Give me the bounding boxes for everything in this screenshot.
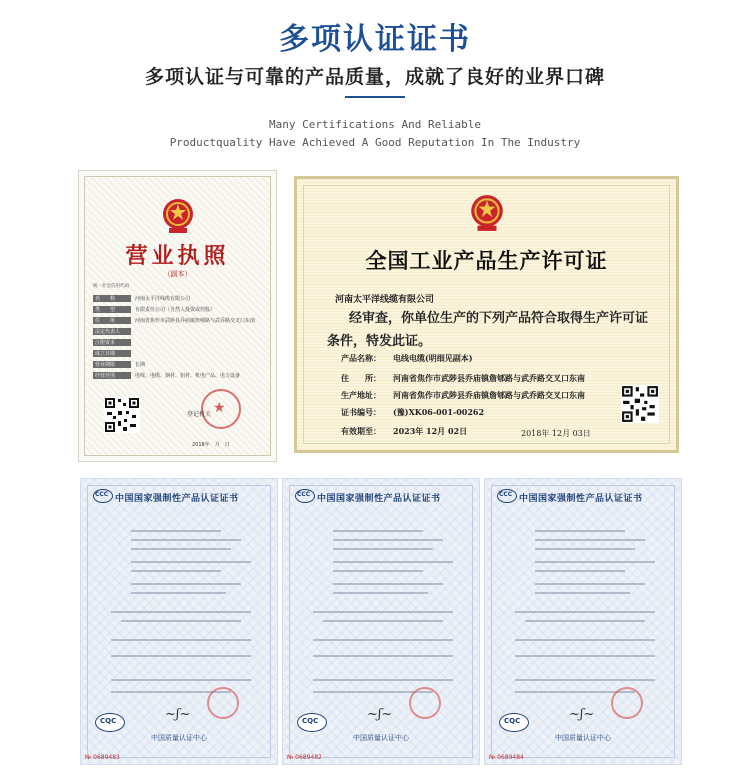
- permit-row: 生产地址： 河南省焦作市武陟县乔庙镇詹郇路与武乔路交叉口东南: [341, 390, 585, 400]
- issuer-name: 中国质量认证中心: [151, 734, 207, 742]
- text-line: [131, 530, 221, 532]
- title-divider: [345, 96, 405, 98]
- red-seal-stamp-icon: [207, 687, 239, 719]
- permit-title: 全国工业产品生产许可证: [365, 249, 608, 273]
- text-line: [525, 620, 645, 622]
- license-title: 营业执照: [125, 244, 230, 269]
- ccc-logo-icon: CCC: [93, 489, 113, 503]
- text-line: [313, 655, 453, 657]
- ccc-logo-icon: CCC: [497, 489, 517, 503]
- ccc-certificate-3: [484, 478, 682, 765]
- issuer-name: 中国质量认证中心: [353, 734, 409, 742]
- text-line: [333, 583, 443, 585]
- text-line: [535, 561, 655, 563]
- text-line: [313, 679, 453, 681]
- license-row: 类 型 有限责任公司（自然人投资或控股）: [95, 307, 216, 313]
- license-copy-label: （副本）: [163, 270, 192, 278]
- certificate-serial: № 0689483: [85, 754, 120, 761]
- red-seal-stamp-icon: [611, 687, 643, 719]
- red-seal-stamp-icon: [409, 687, 441, 719]
- license-credit-code: 统一社会信用代码: [93, 284, 129, 289]
- text-line: [111, 639, 251, 641]
- text-line: [323, 620, 443, 622]
- page-subtitle: 多项认证与可靠的产品质量，成就了良好的业界口碑: [144, 66, 605, 88]
- text-line: [333, 561, 453, 563]
- ccc-certificate-2: [282, 478, 480, 765]
- certificate-title: 中国国家强制性产品认证证书: [519, 494, 643, 504]
- issuer-name: 中国质量认证中心: [555, 734, 611, 742]
- license-authority: 登记机关: [187, 411, 212, 418]
- text-line: [131, 561, 251, 563]
- text-line: [515, 655, 655, 657]
- text-line: [535, 548, 635, 550]
- page-title: 多项认证证书: [279, 22, 471, 57]
- ccc-logo-icon: CCC: [295, 489, 315, 503]
- text-line: [131, 570, 221, 572]
- permit-row: 产品名称： 电线电缆(明细见副本): [341, 353, 473, 363]
- text-line: [131, 548, 231, 550]
- license-row: 成立日期: [93, 350, 265, 359]
- text-line: [515, 639, 655, 641]
- text-line: [333, 570, 423, 572]
- license-row: 法定代表人: [93, 328, 265, 337]
- permit-statement-2: 条件，特发此证。: [327, 334, 432, 349]
- permit-statement-1: 经审查，你单位生产的下列产品符合取得生产许可证: [349, 311, 649, 326]
- national-emblem-icon: [469, 193, 505, 233]
- text-line: [131, 539, 241, 541]
- certificate-serial: № 0689482: [287, 754, 322, 761]
- cqc-logo-icon: CQC: [499, 713, 529, 732]
- text-line: [333, 530, 423, 532]
- text-line: [535, 570, 625, 572]
- qr-code-icon: [621, 385, 659, 423]
- signature-image: ~ʃ~: [165, 707, 191, 722]
- signature-image: ~ʃ~: [569, 707, 595, 722]
- license-row: 名 称 河南太平洋线缆有限公司: [95, 296, 191, 302]
- license-row: 注册资本: [93, 339, 265, 348]
- text-line: [313, 639, 453, 641]
- license-row: 经营范围 电线、电缆、钢材、铝材、机电产品、电力设备: [95, 373, 241, 379]
- text-line: [111, 611, 251, 613]
- text-line: [111, 655, 251, 657]
- production-license-image: [294, 176, 679, 453]
- certificate-title: 中国国家强制性产品认证证书: [317, 494, 441, 504]
- text-line: [535, 592, 630, 594]
- text-line: [111, 679, 251, 681]
- english-line-2: Productquality Have Achieved A Good Reputation In The Industry: [169, 136, 581, 149]
- text-line: [535, 530, 625, 532]
- text-line: [535, 583, 645, 585]
- business-license-image: [78, 170, 277, 462]
- cqc-logo-icon: CQC: [95, 713, 125, 732]
- certificate-serial: № 0689484: [489, 754, 524, 761]
- text-line: [515, 679, 655, 681]
- red-seal-stamp-icon: ★: [201, 389, 241, 429]
- text-line: [333, 592, 428, 594]
- license-row: 住 所 河南省焦作市武陟县乔庙镇詹郇路与武乔路交叉口东南: [95, 318, 256, 324]
- text-line: [313, 611, 453, 613]
- permit-issue-date: 2018年 12月 03日: [521, 429, 591, 438]
- permit-company: 河南太平洋线缆有限公司: [335, 295, 435, 305]
- text-line: [333, 548, 433, 550]
- license-date: 2018年 月 日: [192, 442, 230, 448]
- signature-image: ~ʃ~: [367, 707, 393, 722]
- national-emblem-icon: [161, 197, 195, 235]
- text-line: [121, 620, 241, 622]
- text-line: [131, 592, 226, 594]
- text-line: [535, 539, 645, 541]
- license-row: 营业期限 长期: [95, 362, 146, 368]
- certificate-title: 中国国家强制性产品认证证书: [115, 494, 239, 504]
- permit-row: 有效期至： 2023年 12月 02日: [341, 426, 468, 436]
- qr-code-icon: [104, 397, 140, 433]
- ccc-certificate-1: [80, 478, 278, 765]
- permit-row: 住 所： 河南省焦作市武陟县乔庙镇詹郇路与武乔路交叉口东南: [341, 373, 585, 383]
- english-line-1: Many Certifications And Reliable: [269, 118, 481, 131]
- text-line: [333, 539, 443, 541]
- cqc-logo-icon: CQC: [297, 713, 327, 732]
- text-line: [131, 583, 241, 585]
- permit-row: 证书编号： (豫)XK06-001-00262: [341, 407, 485, 417]
- text-line: [515, 611, 655, 613]
